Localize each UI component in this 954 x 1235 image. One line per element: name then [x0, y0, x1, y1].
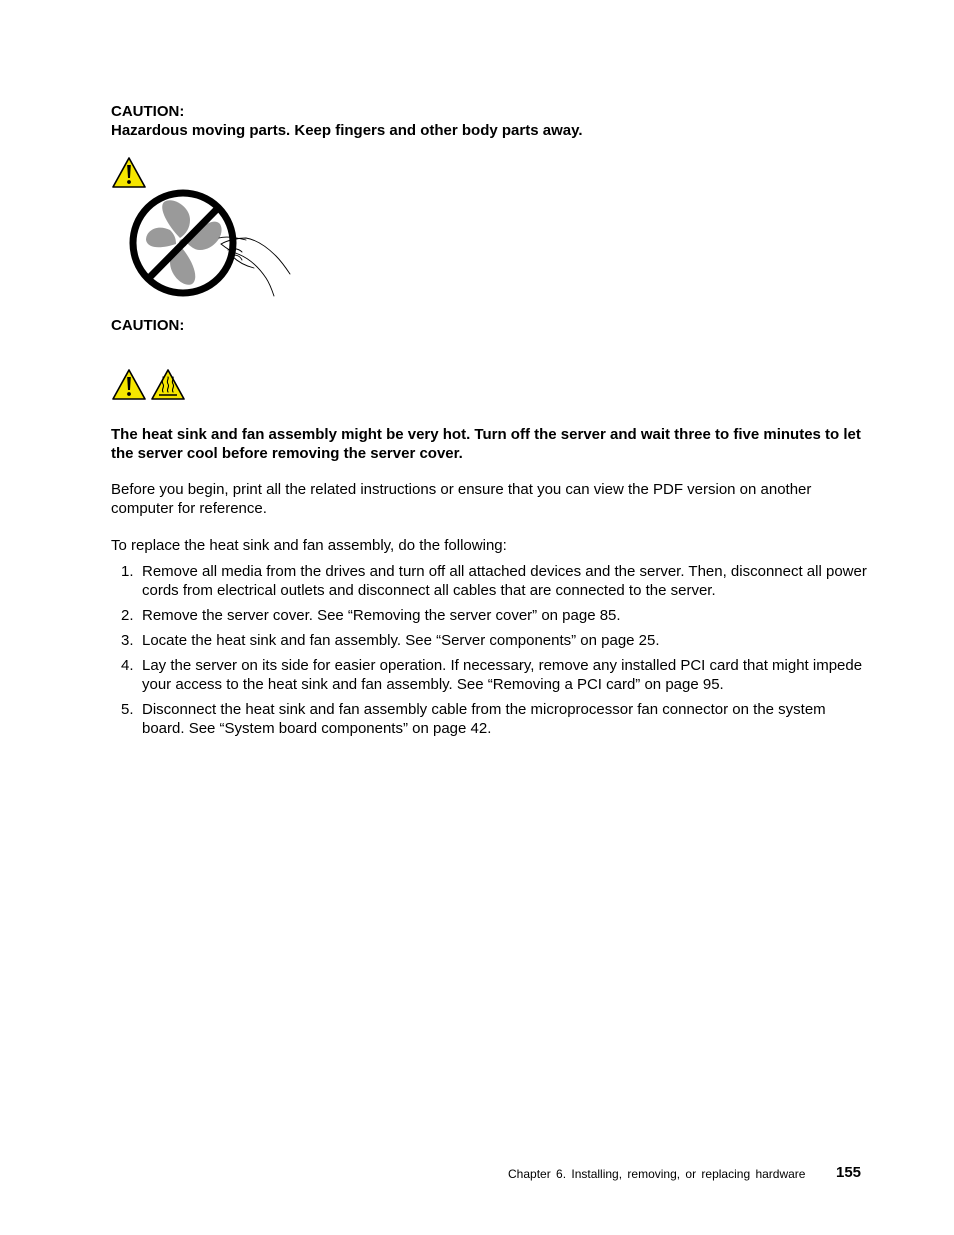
list-item-text: Remove the server cover. See “Removing the server cover” on page 85. [142, 607, 621, 624]
caution-text-hot-heatsink: The heat sink and fan assembly might be very hot. Turn off the server and wait three to five minutes to let the server cool before removing the server cover. [111, 426, 861, 462]
list-item-number: 3. [121, 632, 134, 649]
steps-intro: To replace the heat sink and fan assembly, do the following: [111, 537, 507, 554]
footer-chapter-title: Chapter 6. Installing, removing, or replacing hardware [508, 1167, 806, 1181]
caution-text-moving-parts: Hazardous moving parts. Keep fingers and other body parts away. [111, 122, 583, 139]
no-fingers-fan-icon [128, 186, 292, 298]
list-item-number: 4. [121, 657, 134, 674]
list-item-text: Locate the heat sink and fan assembly. See “Server components” on page 25. [142, 632, 660, 649]
list-item-number: 2. [121, 607, 134, 624]
warning-triangle-icon [111, 156, 147, 189]
caution-label: CAUTION: [111, 317, 185, 334]
hot-surface-icon [150, 368, 186, 401]
list-item-text: Remove all media from the drives and turn off all attached devices and the server. Then, disconnect all power cords from electrical outlets and disconnect all cables that are connected to the server. [142, 563, 867, 599]
list-item-number: 5. [121, 701, 134, 718]
warning-triangle-icon [111, 368, 147, 401]
list-item-number: 1. [121, 563, 134, 580]
page-number: 155 [836, 1164, 862, 1181]
intro-paragraph: Before you begin, print all the related instructions or ensure that you can view the PDF version on another computer for reference. [111, 481, 812, 517]
caution-label: CAUTION: [111, 103, 185, 120]
list-item-text: Lay the server on its side for easier operation. If necessary, remove any installed PCI card that might impede your access to the heat sink and fan assembly. See “Removing a PCI card” on page 95. [142, 657, 863, 693]
list-item-text: Disconnect the heat sink and fan assembly cable from the microprocessor fan connector on the system board. See “System board components” on page 42. [142, 701, 826, 737]
